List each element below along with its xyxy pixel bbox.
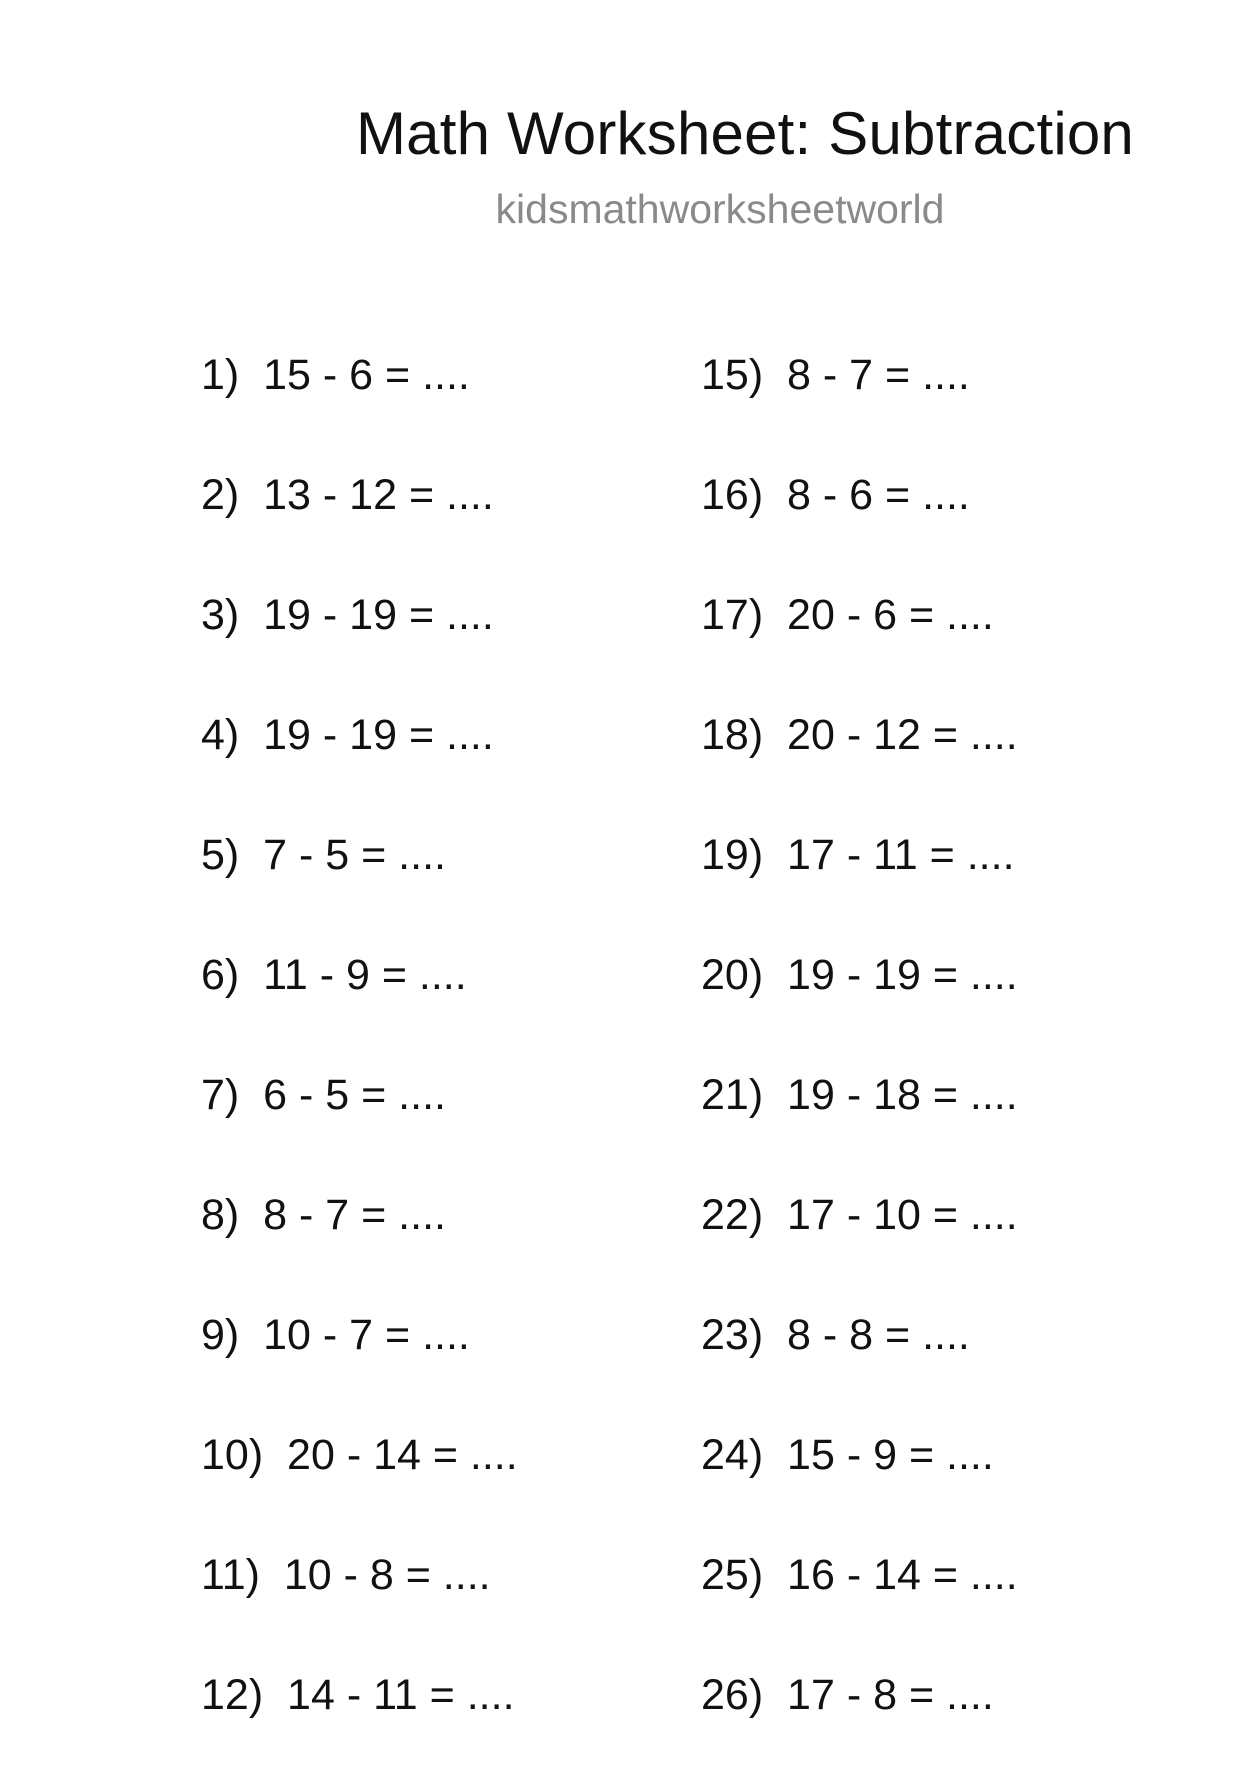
problem-item: 1) 15 - 6 = .... (201, 351, 470, 399)
problem-item: 2) 13 - 12 = .... (201, 471, 494, 519)
problem-item: 21) 19 - 18 = .... (701, 1071, 1018, 1119)
problem-item: 5) 7 - 5 = .... (201, 831, 446, 879)
problem-item: 11) 10 - 8 = .... (201, 1551, 491, 1599)
problem-item: 7) 6 - 5 = .... (201, 1071, 446, 1119)
problem-column-right (701, 345, 1018, 1785)
problem-item: 12) 14 - 11 = .... (201, 1671, 515, 1719)
problem-item: 6) 11 - 9 = .... (201, 951, 467, 999)
site-subtitle: kidsmathworksheetworld (495, 186, 945, 232)
problem-item: 22) 17 - 10 = .... (701, 1191, 1018, 1239)
problem-item: 10) 20 - 14 = .... (201, 1431, 518, 1479)
problem-item: 25) 16 - 14 = .... (701, 1551, 1018, 1599)
problem-item: 17) 20 - 6 = .... (701, 591, 994, 639)
problem-item: 24) 15 - 9 = .... (701, 1431, 994, 1479)
problem-item: 23) 8 - 8 = .... (701, 1311, 970, 1359)
problem-item: 9) 10 - 7 = .... (201, 1311, 470, 1359)
page-title: Math Worksheet: Subtraction (356, 100, 1134, 167)
problem-item: 4) 19 - 19 = .... (201, 711, 494, 759)
problem-item: 15) 8 - 7 = .... (701, 351, 970, 399)
problem-item: 18) 20 - 12 = .... (701, 711, 1018, 759)
problem-item: 8) 8 - 7 = .... (201, 1191, 446, 1239)
problem-item: 16) 8 - 6 = .... (701, 471, 970, 519)
problem-item: 19) 17 - 11 = .... (701, 831, 1015, 879)
problem-item: 20) 19 - 19 = .... (701, 951, 1018, 999)
problem-item: 26) 17 - 8 = .... (701, 1671, 994, 1719)
problem-column-left (201, 345, 518, 1785)
problem-item: 3) 19 - 19 = .... (201, 591, 494, 639)
